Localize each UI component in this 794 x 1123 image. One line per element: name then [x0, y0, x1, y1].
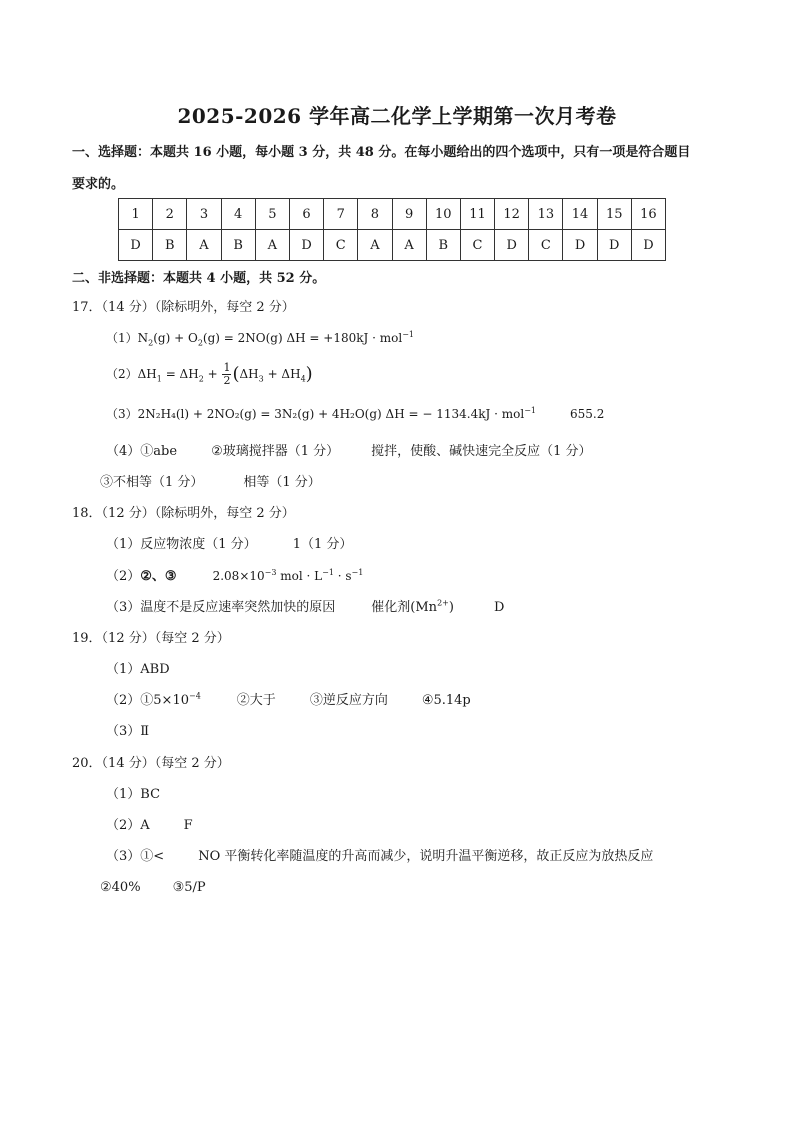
q18-part3-a: 温度不是反应速率突然加快的原因	[140, 600, 336, 615]
answer-cell: D	[631, 230, 665, 261]
q17-part4-d: ③不相等（1 分）	[100, 475, 204, 490]
q18-part2-a: ②、③	[140, 569, 177, 584]
answer-cell: A	[392, 230, 426, 261]
q19-header: 19．（12 分）（每空 2 分）	[72, 631, 230, 646]
q20-part2-b: F	[183, 818, 193, 833]
answer-cell: D	[563, 230, 597, 261]
q18-part1	[106, 536, 352, 554]
q17-part3-value: 655.2	[569, 407, 605, 421]
answer-cell: B	[426, 230, 460, 261]
q20-part3-label: （3）	[106, 849, 141, 864]
question-number-cell: 11	[460, 199, 494, 230]
question-number-cell: 10	[426, 199, 460, 230]
q17-part2-eq: +	[203, 367, 222, 381]
q18-part1-label: （1）	[106, 537, 141, 552]
q17-part4-label: （4）	[106, 444, 141, 459]
answer-cell: D	[289, 230, 323, 261]
answer-cell: A	[358, 230, 392, 261]
q18-part1-a: 反应物浓度（1 分）	[140, 537, 257, 552]
q18-part2-b: $2.08\times 10^{-3}$ mol · $L^{-1} \cdot s^{-1}$	[212, 568, 364, 583]
q20-part1: （1）BC	[106, 787, 161, 802]
q17-part4	[106, 443, 592, 461]
q19-part2: $(2)①5\times 10^{-4}$ ②大于 ③逆反应方向 ④5.14p	[106, 691, 471, 708]
section2-instructions: 二、非选择题：本题共 4 小题，共 52 分。	[72, 271, 326, 286]
q18-part3: （3）温度不是反应速率突然加快的原因 催化剂$(Mn^{2+})$ D	[106, 598, 505, 615]
answer-table	[118, 198, 666, 261]
q18-part2	[106, 567, 363, 586]
q17-part1: $(1)N_2(g) + O_2(g) = 2NO(g) \Delta H = +180kJ \cdot mol^{-1}$	[106, 330, 415, 348]
q18-part3-d: D	[493, 600, 505, 615]
q20-header: 20．（14 分）（每空 2 分）	[72, 756, 230, 771]
question-number-cell: 4	[221, 199, 255, 230]
q17-part2-eq: = ΔH	[161, 367, 199, 381]
fraction-denominator: 2	[223, 374, 231, 387]
question-number-cell: 5	[255, 199, 289, 230]
q20-part3-c: ②40%	[100, 880, 141, 895]
q18-header: 18．（12 分）（除标明外，每空 2 分）	[72, 506, 295, 521]
q17-part2-fraction	[222, 362, 231, 387]
q19-part2-d: ④5.14p	[421, 693, 471, 708]
q20-part3-b: NO 平衡转化率随温度的升高而减少，说明升温平衡逆移，故正反应为放热反应	[198, 849, 654, 864]
question-number-cell: 13	[529, 199, 563, 230]
q20-part2-a: A	[140, 818, 150, 833]
q19-part3: （3）Ⅱ	[106, 724, 150, 739]
question-number-cell: 12	[495, 199, 529, 230]
q17-part4-c: 搅拌，使酸、碱快速完全反应（1 分）	[371, 444, 592, 459]
q17-part3: （3）2N₂H₄(l) + 2NO₂(g) = 3N₂(g) + 4H₂O(g) ΔH = − 1134.4kJ · mol$^{-1}$ 655.2	[106, 406, 605, 421]
q17-part2-label: （2）	[106, 367, 138, 381]
q17-part3-eq: 2N₂H₄(l) + 2NO₂(g) = 3N₂(g) + 4H₂O(g) ΔH = − 1134.4kJ · mol	[137, 407, 525, 421]
section1-instructions-cont: 要求的。	[72, 177, 125, 192]
answer-cell: A	[255, 230, 289, 261]
q20-part2-label: （2）	[106, 818, 141, 833]
q18-part3-b: 催化剂(Mn	[371, 600, 438, 615]
q17-part2: $(2)\Delta H_1 = \Delta H_2$ + $\frac{1}{2}$ $(\Delta H_3 + \Delta H_4)$	[106, 361, 313, 387]
question-number-cell: 2	[153, 199, 187, 230]
q18-part2-rate: 2.08×10	[212, 569, 265, 583]
q17-part4-e: 相等（1 分）	[243, 475, 321, 490]
q17-part2-eq: ΔH	[137, 367, 157, 381]
question-number-cell: 1	[119, 199, 153, 230]
q19-part1: （1）ABD	[106, 662, 170, 677]
q20-part3-d: ③5/P	[172, 880, 206, 895]
answer-cell: D	[119, 230, 153, 261]
q17-part1-eq: N	[137, 331, 149, 345]
q17-part1-eq: (g) + O	[153, 331, 198, 345]
q17-part4-b: ②玻璃搅拌器（1 分）	[211, 444, 340, 459]
q18-part2-unit: · s	[333, 569, 352, 583]
page-title: 2025-2026 学年高二化学上学期第一次月考卷	[177, 104, 617, 128]
fraction-numerator: 1	[223, 361, 231, 374]
q17-header: 17．（14 分）（除标明外，每空 2 分）	[72, 300, 295, 315]
q18-part2-unit: mol · L	[276, 569, 323, 583]
answer-table-answers-row	[119, 230, 666, 261]
q19-part2-a: ①5×10	[140, 693, 189, 708]
q17-part2-eq: ΔH	[239, 367, 259, 381]
q18-part1-b: 1（1 分）	[292, 537, 353, 552]
q17-part1-label: （1）	[106, 331, 138, 345]
answer-cell: A	[187, 230, 221, 261]
q17-part4-cont	[100, 474, 321, 492]
question-number-cell: 16	[631, 199, 665, 230]
q19-part2-label: （2）	[106, 693, 141, 708]
answer-cell: D	[597, 230, 631, 261]
question-number-cell: 7	[324, 199, 358, 230]
q17-part4-a: ①abe	[140, 444, 178, 459]
answer-cell: B	[153, 230, 187, 261]
q17-part1-eq: (g) = 2NO(g) ΔH = +180kJ · mol	[202, 331, 403, 345]
q20-part3-a: ①<	[140, 849, 165, 864]
question-number-cell: 9	[392, 199, 426, 230]
q19-part2-c: ③逆反应方向	[309, 693, 388, 708]
q19-part2-b: ②大于	[236, 693, 276, 708]
answer-cell: C	[529, 230, 563, 261]
q17-part3-label: （3）	[106, 407, 138, 421]
q20-part3-cont	[100, 879, 206, 897]
answer-cell: B	[221, 230, 255, 261]
answer-cell: C	[460, 230, 494, 261]
q20-part3	[106, 848, 653, 866]
question-number-cell: 15	[597, 199, 631, 230]
q18-part3-label: （3）	[106, 600, 141, 615]
q18-part2-label: （2）	[106, 569, 141, 584]
answer-cell: D	[495, 230, 529, 261]
answer-table-numbers-row	[119, 199, 666, 230]
question-number-cell: 6	[289, 199, 323, 230]
section1-instructions: 一、选择题：本题共 16 小题，每小题 3 分，共 48 分。在每小题给出的四个选项中，只有一项是符合题目	[72, 145, 691, 160]
q17-part2-eq: + ΔH	[263, 367, 301, 381]
question-number-cell: 3	[187, 199, 221, 230]
answer-cell: C	[324, 230, 358, 261]
q20-part2	[106, 817, 193, 835]
question-number-cell: 14	[563, 199, 597, 230]
q18-part3-b-close: )	[448, 600, 454, 615]
question-number-cell: 8	[358, 199, 392, 230]
